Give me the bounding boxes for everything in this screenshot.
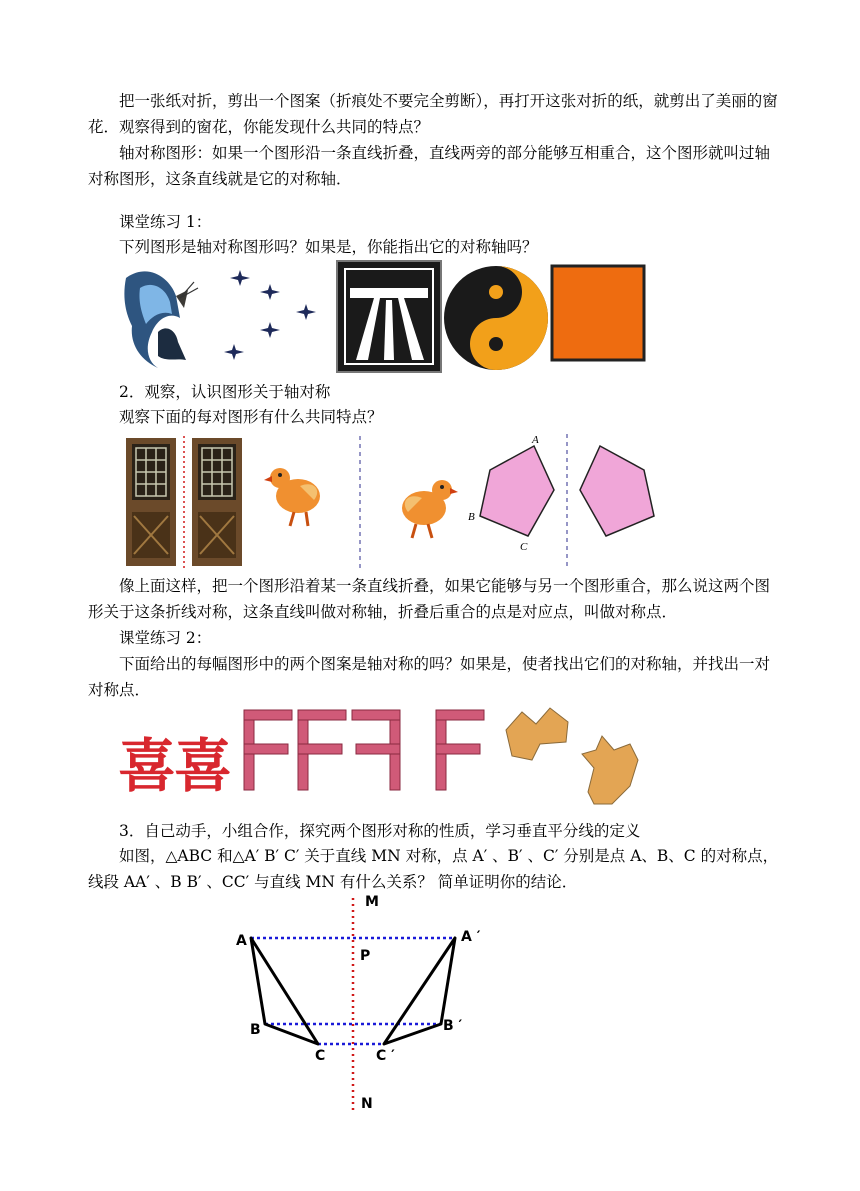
definition-paragraph: 轴对称图形：如果一个图形沿一条直线折叠，直线两旁的部分能够互相重合，这个图形就叫过轴对称图形，这条直线就是它的对称轴． bbox=[88, 144, 771, 188]
label-m: M bbox=[365, 894, 379, 910]
section3-title: 3．自己动手，小组合作，探究两个图形对称的性质，学习垂直平分线的定义 bbox=[119, 822, 641, 840]
label-c: C bbox=[315, 1048, 326, 1064]
chick-pair-image bbox=[264, 436, 458, 568]
section3-question: 如图，△ABC 和△A′ B′ C′ 关于直线 MN 对称，点 A′ 、B′ 、C′ 分别是点 A、B、C 的对称点，线段 AA′ 、B B′ 、CC′ 与直线 MN 有什么关系？ 简单证明你的结论． bbox=[88, 847, 779, 891]
label-b: B bbox=[250, 1022, 261, 1038]
irregular-shape-pair-image bbox=[506, 708, 638, 804]
label-b-prime: B ′ bbox=[443, 1018, 463, 1034]
exercise1-figures bbox=[118, 258, 648, 376]
label-n: N bbox=[361, 1096, 373, 1112]
section2-title: 2．观察，认识图形关于轴对称 bbox=[119, 383, 331, 401]
pentagon-pair-image bbox=[480, 434, 654, 568]
exercise2-question: 下面给出的每幅图形中的两个图案是轴对称的吗？如果是，使者找出它们的对称轴，并找出一对对称点． bbox=[88, 655, 771, 699]
label-p: P bbox=[360, 948, 371, 964]
triangle-abc bbox=[251, 938, 318, 1044]
exercise2-figures bbox=[118, 700, 678, 808]
f-letter-pair-image bbox=[244, 710, 346, 790]
door-pair-image bbox=[126, 436, 242, 568]
section2-question: 观察下面的每对图形有什么共同特点？ bbox=[119, 408, 383, 426]
airplane-formation bbox=[224, 270, 316, 360]
label-a-prime: A ′ bbox=[461, 929, 481, 945]
svg-text:喜: 喜 bbox=[174, 732, 233, 800]
label-c-prime: C ′ bbox=[376, 1048, 395, 1064]
svg-text:喜: 喜 bbox=[118, 732, 177, 800]
intro-paragraph: 把一张纸对折，剪出一个图案（折痕处不要完全剪断），再打开这张对折的纸，就剪出了美丽的窗花．观察得到的窗花，你能发现什么共同的特点？ bbox=[88, 92, 778, 136]
mirrored-f-pair-image bbox=[352, 710, 484, 790]
butterfly-image bbox=[124, 271, 198, 368]
label-a: A bbox=[236, 933, 247, 949]
double-happiness-image bbox=[118, 732, 232, 800]
yin-yang-image bbox=[444, 266, 548, 370]
pentagon-label-c: C bbox=[520, 541, 528, 553]
geometry-diagram bbox=[230, 890, 510, 1116]
orange-square-image bbox=[552, 266, 644, 360]
pentagon-label-a: A bbox=[532, 434, 539, 446]
pentagon-label-b: B bbox=[468, 511, 475, 523]
exercise2-title: 课堂练习 2： bbox=[119, 629, 212, 647]
symmetry-definition-paragraph: 像上面这样，把一个图形沿着某一条直线折叠，如果它能够与另一个图形重合，那么说这两个图形关于这条折线对称，这条直线叫做对称轴，折叠后重合的点是对应点，叫做对称点． bbox=[88, 577, 771, 621]
motorway-sign-image bbox=[337, 261, 441, 372]
exercise1-title: 课堂练习 1： bbox=[119, 213, 212, 231]
pairs-figures bbox=[118, 430, 663, 570]
exercise1-question: 下列图形是轴对称图形吗？如果是，你能指出它的对称轴吗？ bbox=[119, 238, 538, 256]
